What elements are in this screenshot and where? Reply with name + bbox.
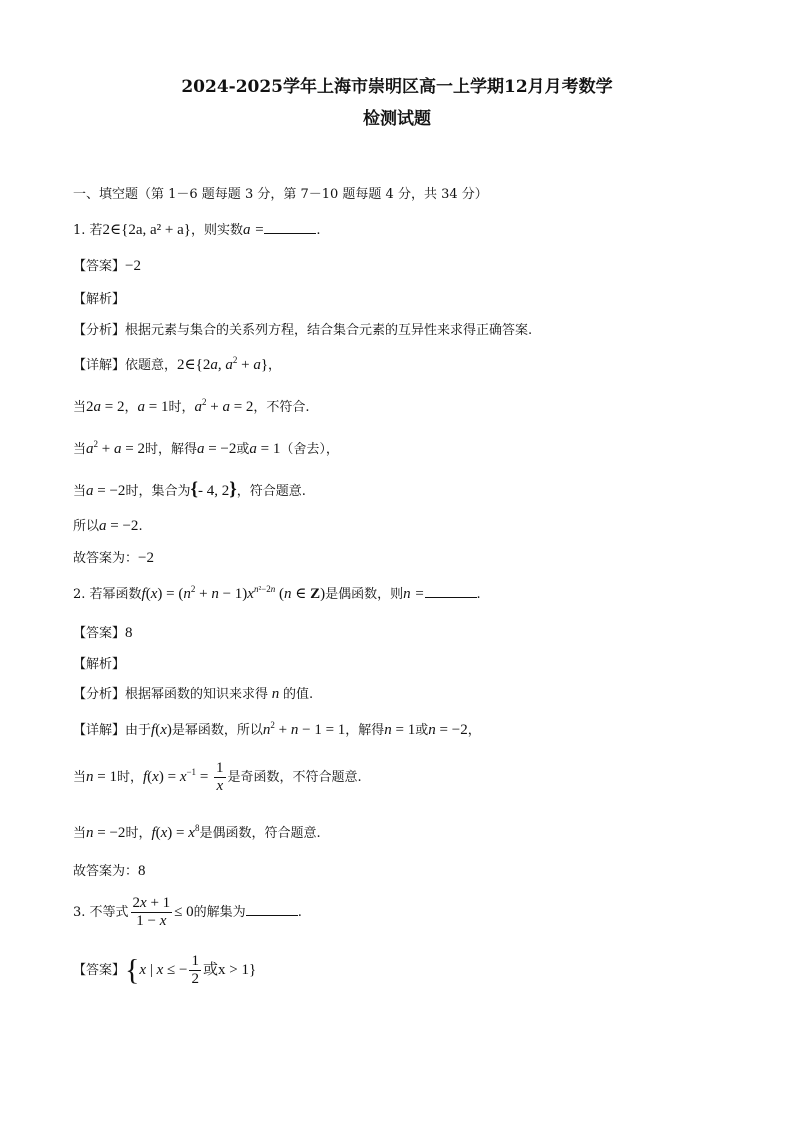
- q1-fenxi: 【分析】根据元素与集合的关系列方程，结合集合元素的互异性来求得正确答案.: [73, 323, 533, 338]
- q3-answer: 【答案】{x | x ≤ − $\frac{1}{2}$ 或x > 1}: [73, 953, 257, 987]
- document-title-line2: 检测试题: [363, 109, 431, 129]
- section-heading: 一、填空题（第 1－6 题每题 3 分，第 7－10 题每题 4 分，共 34 分）: [73, 187, 488, 202]
- question-3: 3. 不等式 $\frac{2x + 1}{1 - x}$ ≤ 0的解集为 .: [73, 895, 302, 929]
- q1-analysis-label: 【解析】: [73, 292, 126, 307]
- question-1: 1. 若2∈{2a, a² + a}，则实数a = .: [73, 222, 321, 238]
- q1-detail-line4: 所以a = −2.: [73, 518, 143, 534]
- question-2: 2. 若幂函数$f(x) = (n^2 + n - 1)x^{n^2-2n}$ (n ∈ Z)是偶函数，则n = .: [73, 584, 481, 602]
- q1-detail-line3: 当a = −2时，集合为{- 4, 2}，符合题意.: [73, 479, 306, 500]
- q2-fenxi: 【分析】根据幂函数的知识来求得 n 的值.: [73, 686, 314, 702]
- q2-detail-line2: 当n = 1时，$f(x) = x^{-1}$ = $\frac{1}{x}$ 是奇函数，不符合题意.: [73, 760, 362, 794]
- q1-detail-line1: 当2a = 2，a = 1时，$a^2 + a = 2$，不符合.: [73, 397, 310, 415]
- q2-detail-line3: 当n = −2时，$f(x) = x^8$是偶函数，符合题意.: [73, 823, 321, 841]
- document-title-line1: 2024-2025学年上海市崇明区高一上学期12月月考数学: [181, 77, 613, 97]
- q1-final: 故答案为：−2: [73, 550, 154, 566]
- q1-answer: 【答案】−2: [73, 258, 141, 274]
- q2-final: 故答案为：8: [73, 863, 146, 879]
- q2-analysis-label: 【解析】: [73, 657, 126, 672]
- q1-detail-line2: 当$a^2 + a = 2$时，解得a = −2或a = 1（舍去），: [73, 439, 339, 457]
- q2-detail: 【详解】由于f(x)是幂函数，所以$n^2 + n - 1 = 1$，解得n = 1或n = −2，: [73, 720, 481, 738]
- q1-detail: 【详解】依题意，2∈{2a, $a^2 + a$}，: [73, 355, 282, 373]
- q2-answer: 【答案】8: [73, 625, 133, 641]
